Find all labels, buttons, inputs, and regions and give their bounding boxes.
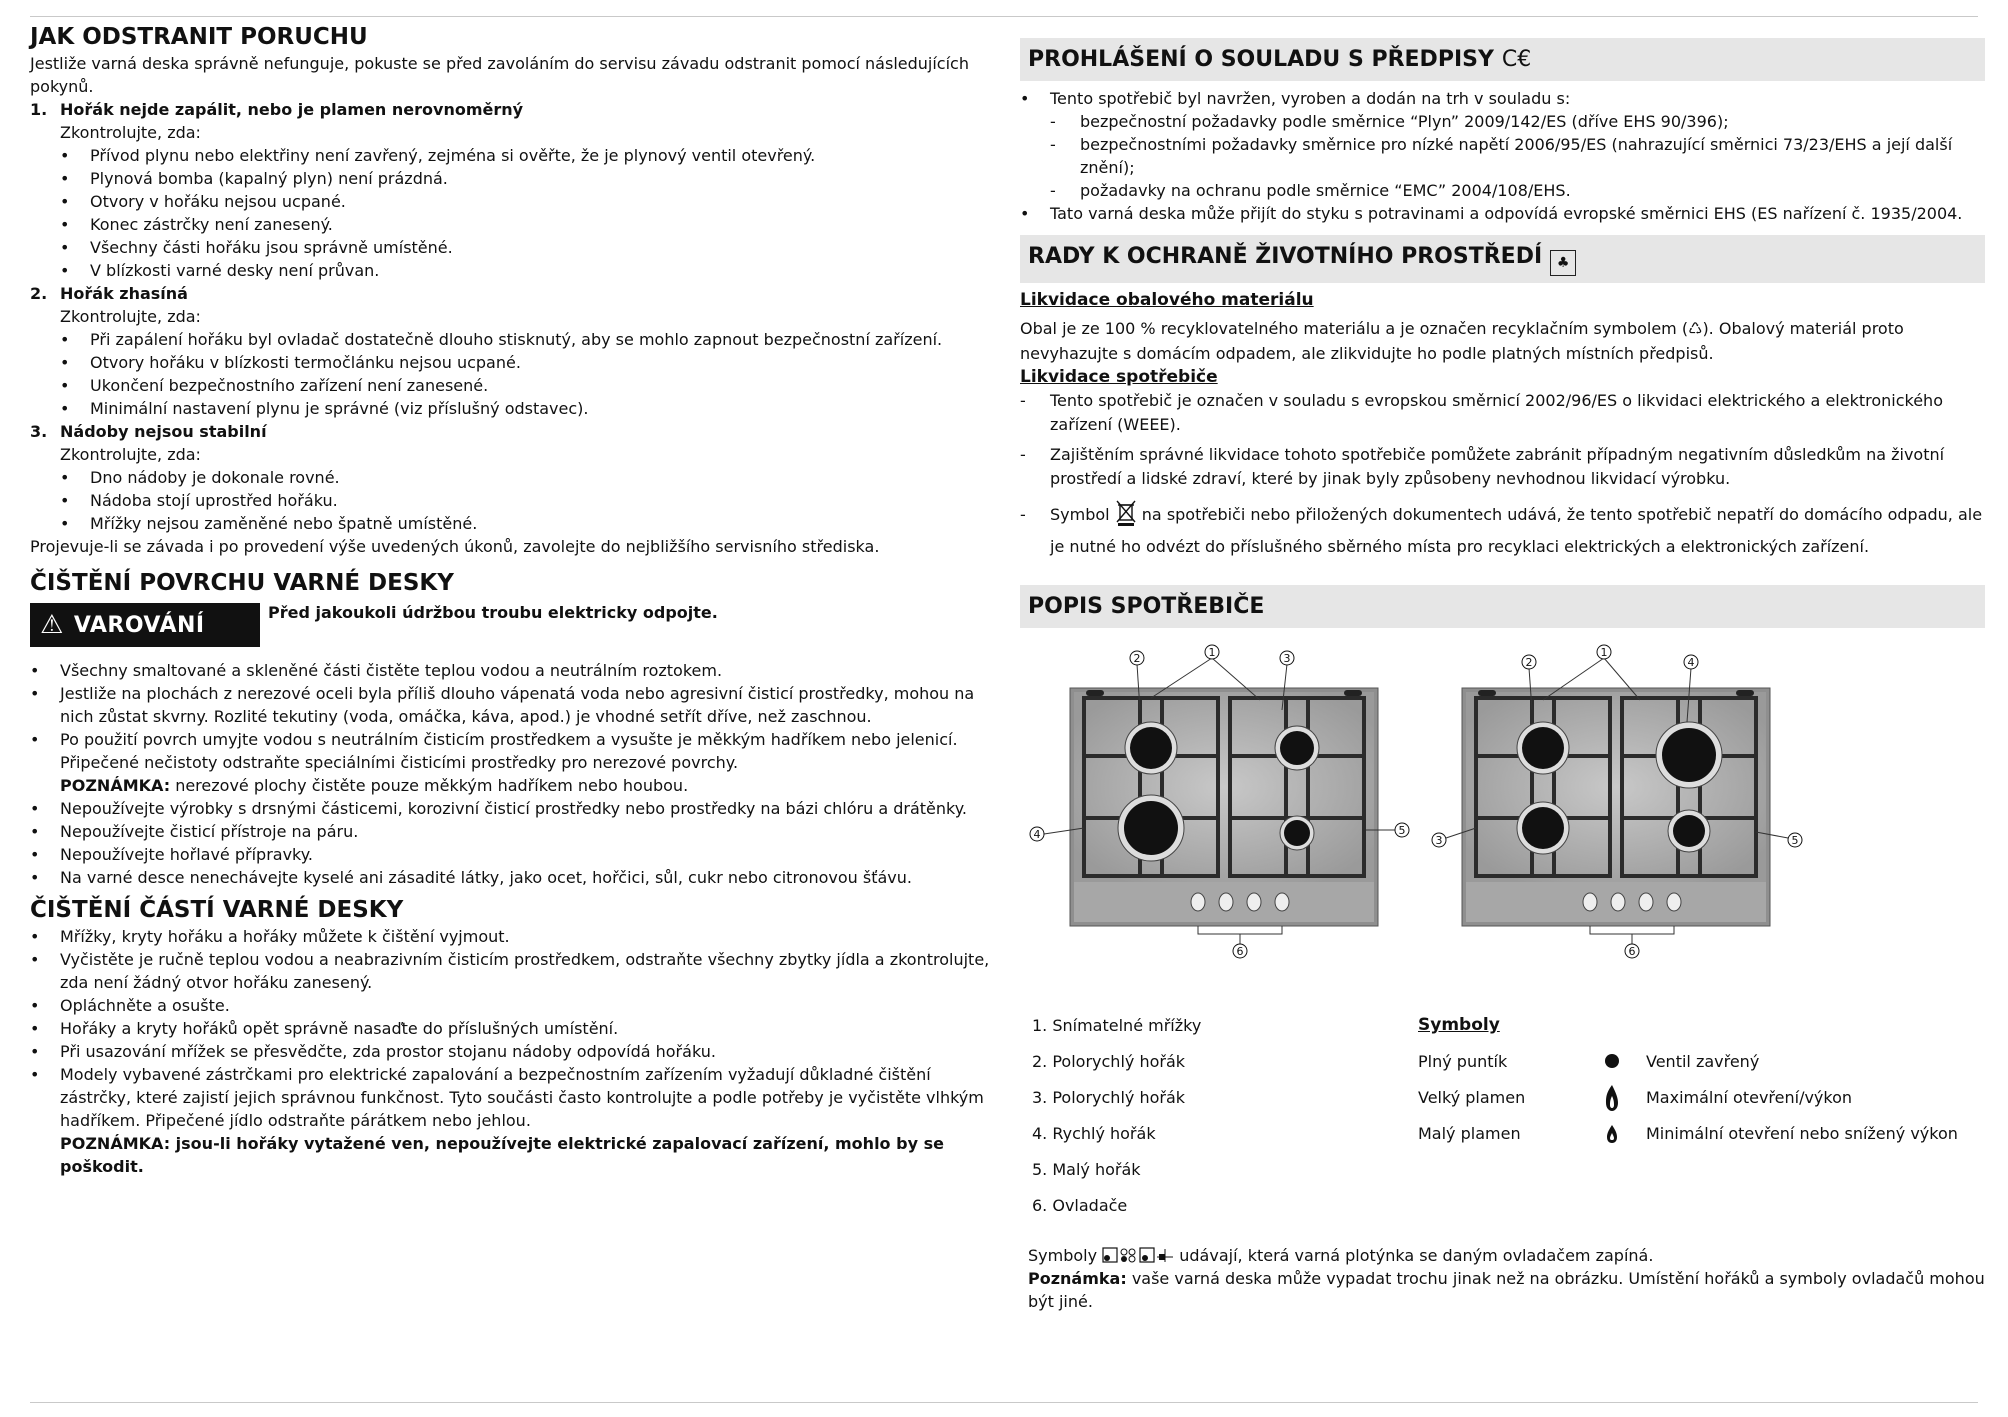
packaging-text-b: ). Obalový materiál proto nevyhazujte s domácím odpadem, ale zlikvidujte ho podle platných místních předpisů.: [1020, 319, 1904, 363]
hob-1: [1044, 658, 1395, 944]
callout-1: [1597, 645, 1611, 659]
list-item-text: Po použití povrch umyjte vodou s neutrálním čisticím prostředkem a vysušte je měkkým hadříkem nebo jelenicí. Připečené nečistoty odstraňte speciálními čisticími prostředky pro nerezové povrchy.: [60, 730, 958, 772]
warning-text: Před jakoukoli údržbou troubu elektricky odpojte.: [268, 603, 718, 622]
directive-item: - požadavky na ochranu podle směrnice “EMC” 2004/108/EHS.: [1050, 179, 1985, 202]
note-label: POZNÁMKA:: [60, 776, 171, 795]
callout-3: [1280, 651, 1294, 665]
filled-dot-icon: [1604, 1052, 1620, 1075]
troubleshoot-item-3: [30, 420, 1002, 535]
list-item: • Ukončení bezpečnostního zařízení není zanesené.: [60, 374, 1002, 397]
list-item: • Přívod plynu nebo elektřiny není zavřený, zejména si ověřte, že je plynový ventil otevřený.: [60, 144, 1002, 167]
warning-triangle-icon: ⚠: [40, 609, 64, 640]
list-item-text: Tento spotřebič byl navržen, vyroben a dodán na trh v souladu s:: [1050, 89, 1571, 108]
callout-2: [1522, 655, 1536, 669]
warning-label: VAROVÁNÍ: [73, 612, 205, 638]
right-column: [1020, 22, 1985, 1313]
callout-1: [1205, 645, 1219, 659]
list-item: • Nepoužívejte hořlavé přípravky.: [30, 843, 1002, 866]
crossed-bin-icon: [1115, 505, 1142, 524]
callout-5: [1788, 833, 1802, 847]
part-3: 3. Polorychlý hořák: [1032, 1088, 1186, 1107]
list-item: • Hořáky a kryty hořáků opět správně nasaďte do příslušných umístění.: [30, 1017, 1002, 1040]
list-item: • Otvory v hořáku nejsou ucpané.: [60, 190, 1002, 213]
item-number: 3.: [30, 422, 48, 441]
symbol-name: Plný puntík: [1418, 1052, 1508, 1071]
symbols-line-b: udávají, která varná plotýnka se daným ovladačem zapíná.: [1179, 1246, 1654, 1265]
item-check: Zkontrolujte, zda:: [60, 123, 201, 142]
item-title: Hořák zhasíná: [60, 284, 188, 303]
ce-mark-icon: C€: [1501, 47, 1532, 72]
note-label: Poznámka:: [1028, 1269, 1127, 1288]
compliance-header: [1020, 38, 1985, 81]
troubleshoot-outro: Projevuje-li se závada i po provedení výše uvedených úkonů, zavolejte do nejbližšího servisního střediska.: [30, 537, 880, 556]
list-item: • Všechny smaltované a skleněné části čistěte teplou vodou a neutrálním roztokem.: [30, 659, 1002, 682]
callout-5: [1395, 823, 1409, 837]
symbol-meaning: Ventil zavřený: [1646, 1052, 1760, 1071]
list-item: • Opláchněte a osušte.: [30, 994, 1002, 1017]
part-1: 1. Snímatelné mřížky: [1032, 1016, 1202, 1035]
part-2: 2. Polorychlý hořák: [1032, 1052, 1186, 1071]
top-rule: [30, 16, 1978, 17]
list-item: [1020, 87, 1985, 202]
callout-3: [1432, 833, 1446, 847]
symbol-name: Velký plamen: [1418, 1088, 1526, 1107]
appliance-disposal-title: Likvidace spotřebiče: [1020, 367, 1218, 387]
directive-item: - bezpečnostními požadavky směrnice pro nízké napětí 2006/95/ES (nahrazující směrnici 73/23/EHS a její další znění);: [1050, 133, 1985, 179]
svg-text:5: 5: [1791, 834, 1799, 847]
symbol-meaning: Maximální otevření/výkon: [1646, 1088, 1853, 1107]
note: [1028, 1267, 1985, 1313]
troubleshoot-list: [30, 98, 1002, 535]
symbol-name: Malý plamen: [1418, 1124, 1521, 1143]
svg-text:2: 2: [1525, 656, 1533, 669]
hob-diagram: [1020, 638, 1985, 1008]
environment-tree-icon: ♣: [1550, 250, 1576, 276]
item-check: Zkontrolujte, zda:: [60, 307, 201, 326]
symbols-line: [1028, 1244, 1985, 1267]
svg-text:5: 5: [1398, 824, 1406, 837]
list-item: • Mřížky nejsou zaměněné nebo špatně umístěné.: [60, 512, 1002, 535]
callout-6: [1233, 944, 1247, 958]
packaging-text: [1020, 316, 1985, 366]
note-text: POZNÁMKA: jsou-li hořáky vytažené ven, nepoužívejte elektrické zapalovací zařízení, mohlo by se poškodit.: [60, 1134, 944, 1176]
note-text: vaše varná deska může vypadat trochu jinak než na obrázku. Umístění hořáků a symboly ovladačů mohou být jiné.: [1028, 1269, 1985, 1311]
list-item-text: Modely vybavené zástrčkami pro elektrické zapalování a bezpečnostním zařízením vyžadují důkladné čištění zástrčky, které zajistí jejich správnou funkčnost. Tyto součásti často kontrolujte a podle potřeby je vyčistěte vlhkým hadříkem. Připečené jídlo odstraňte párátkem nebo jehlou.: [60, 1065, 984, 1130]
clean-surface-title: ČIŠTĚNÍ POVRCHU VARNÉ DESKY: [30, 570, 454, 596]
list-item: • V blízkosti varné desky není průvan.: [60, 259, 1002, 282]
packaging-title: Likvidace obalového materiálu: [1020, 290, 1314, 310]
note-text: nerezové plochy čistěte pouze měkkým hadříkem nebo houbou.: [170, 776, 689, 795]
list-item: [1020, 499, 1985, 563]
description-footer: [1020, 1244, 1985, 1313]
list-item: • Všechny části hořáku jsou správně umístěné.: [60, 236, 1002, 259]
list-item: • Dno nádoby je dokonale rovné.: [60, 466, 1002, 489]
svg-text:3: 3: [1435, 834, 1443, 847]
recycle-icon: ♺: [1688, 319, 1703, 338]
description-title: POPIS SPOTŘEBIČE: [1028, 594, 1265, 619]
symbols-line-a: Symboly: [1028, 1246, 1103, 1265]
part-4: 4. Rychlý hořák: [1032, 1124, 1156, 1143]
list-item: • Konec zástrčky není zanesený.: [60, 213, 1002, 236]
svg-text:1: 1: [1600, 646, 1608, 659]
clean-parts-list: [30, 925, 1002, 1178]
list-item: - Tento spotřebič je označen v souladu s evropskou směrnicí 2002/96/ES o likvidaci elektrického a elektronického zařízení (WEEE).: [1020, 389, 1985, 437]
item-title: Hořák nejde zapálit, nebo je plamen nerovnoměrný: [60, 100, 524, 119]
troubleshoot-intro: Jestliže varná deska správně nefunguje, pokuste se před zavoláním do servisu závadu odstranit pomocí následujících pokynů.: [30, 54, 969, 96]
clean-parts-title: ČIŠTĚNÍ ČÁSTÍ VARNÉ DESKY: [30, 897, 404, 923]
svg-text:4: 4: [1687, 656, 1695, 669]
large-flame-icon: [1604, 1084, 1620, 1118]
compliance-title: PROHLÁŠENÍ O SOULADU S PŘEDPISY: [1028, 47, 1494, 72]
list-item: • Otvory hořáku v blízkosti termočlánku nejsou ucpané.: [60, 351, 1002, 374]
left-column: [30, 22, 1002, 1178]
small-flame-icon: [1606, 1124, 1618, 1150]
svg-text:4: 4: [1033, 828, 1041, 841]
description-header: [1020, 585, 1985, 628]
list-item: - Zajištěním správné likvidace tohoto spotřebiče pomůžete zabránit případným negativním důsledkům na životní prostředí a lidské zdraví, které by jinak byly způsobeny nevhodnou likvidací výrobku.: [1020, 443, 1985, 491]
troubleshoot-item-2: [30, 282, 1002, 420]
part-5: 5. Malý hořák: [1032, 1160, 1141, 1179]
item-title: Nádoby nejsou stabilní: [60, 422, 267, 441]
list-item: • Při zapálení hořáku byl ovladač dostatečně dlouho stisknutý, aby se mohlo zapnout bezpečnostní zařízení.: [60, 328, 1002, 351]
item-number: 1.: [30, 100, 48, 119]
list-item: • Nádoba stojí uprostřed hořáku.: [60, 489, 1002, 512]
callout-2: [1130, 651, 1144, 665]
parts-legend: [1020, 1014, 1985, 1234]
hob-2: [1446, 658, 1788, 944]
environment-title: RADY K OCHRANĚ ŽIVOTNÍHO PROSTŘEDÍ: [1028, 244, 1543, 269]
item-check: Zkontrolujte, zda:: [60, 445, 201, 464]
svg-text:3: 3: [1283, 652, 1291, 665]
burner-position-icons: [1102, 1246, 1179, 1265]
list-item: [30, 1063, 1002, 1178]
environment-header: [1020, 235, 1985, 283]
troubleshoot-item-1: [30, 98, 1002, 282]
hob-diagram-svg: [1020, 638, 1985, 1008]
packaging-text-a: Obal je ze 100 % recyklovatelného materiálu a je označen recyklačním symbolem (: [1020, 319, 1689, 338]
list-item: [30, 728, 1002, 797]
bottom-rule: [30, 1402, 1978, 1403]
warning-row: [30, 603, 1002, 647]
list-item: • Mřížky, kryty hořáku a hořáky můžete k čištění vyjmout.: [30, 925, 1002, 948]
svg-text:6: 6: [1236, 945, 1244, 958]
list-item: • Na varné desce nenechávejte kyselé ani zásadité látky, jako ocet, hořčici, sůl, cukr nebo citronovou šťávu.: [30, 866, 1002, 889]
part-6: 6. Ovladače: [1032, 1196, 1128, 1215]
list-item: • Při usazování mřížek se přesvědčte, zda prostor stojanu nádoby odpovídá hořáku.: [30, 1040, 1002, 1063]
symbols-title: Symboly: [1418, 1015, 1500, 1035]
symbol-meaning: Minimální otevření nebo snížený výkon: [1646, 1124, 1958, 1143]
list-item-text: na spotřebiči nebo přiložených dokumentech udává, že tento spotřebič nepatří do domácího odpadu, ale je nutné ho odvézt do příslušného sběrného místa pro recyklaci elektrických a elektronických zařízení.: [1050, 505, 1983, 556]
directive-item: - bezpečnostní požadavky podle směrnice “Plyn” 2009/142/ES (dříve EHS 90/396);: [1050, 110, 1985, 133]
compliance-list: [1020, 87, 1985, 225]
list-item-text: Symbol: [1050, 505, 1115, 524]
list-item: • Jestliže na plochách z nerezové oceli byla příliš dlouho vápenatá voda nebo agresivní čisticí prostředky, mohou na nich zůstat skvrny. Rozlité tekutiny (voda, omáčka, káva, apod.) je vhodné setřít dříve, než zaschnou.: [30, 682, 1002, 728]
troubleshoot-title: JAK ODSTRANIT PORUCHU: [30, 24, 368, 50]
callout-4: [1684, 655, 1698, 669]
list-item: • Nepoužívejte výrobky s drsnými částicemi, korozivní čisticí prostředky nebo prostředky na bázi chlóru a drátěnky.: [30, 797, 1002, 820]
list-item: • Plynová bomba (kapalný plyn) není prázdná.: [60, 167, 1002, 190]
list-item: • Tato varná deska může přijít do styku s potravinami a odpovídá evropské směrnici EHS (ES nařízení č. 1935/2004.: [1020, 202, 1985, 225]
callout-6: [1625, 944, 1639, 958]
list-item: • Nepoužívejte čisticí přístroje na páru.: [30, 820, 1002, 843]
item-number: 2.: [30, 284, 48, 303]
svg-text:1: 1: [1208, 646, 1216, 659]
list-item: • Minimální nastavení plynu je správné (viz příslušný odstavec).: [60, 397, 1002, 420]
appliance-disposal-list: [1020, 389, 1985, 563]
clean-surface-list: [30, 659, 1002, 889]
warning-box: [30, 603, 260, 647]
list-item: • Vyčistěte je ručně teplou vodou a neabrazivním čisticím prostředkem, odstraňte všechny zbytky jídla a zkontrolujte, zda není žádný otvor hořáku zanesený.: [30, 948, 1002, 994]
svg-text:2: 2: [1133, 652, 1141, 665]
callout-4: [1030, 827, 1044, 841]
svg-text:6: 6: [1628, 945, 1636, 958]
